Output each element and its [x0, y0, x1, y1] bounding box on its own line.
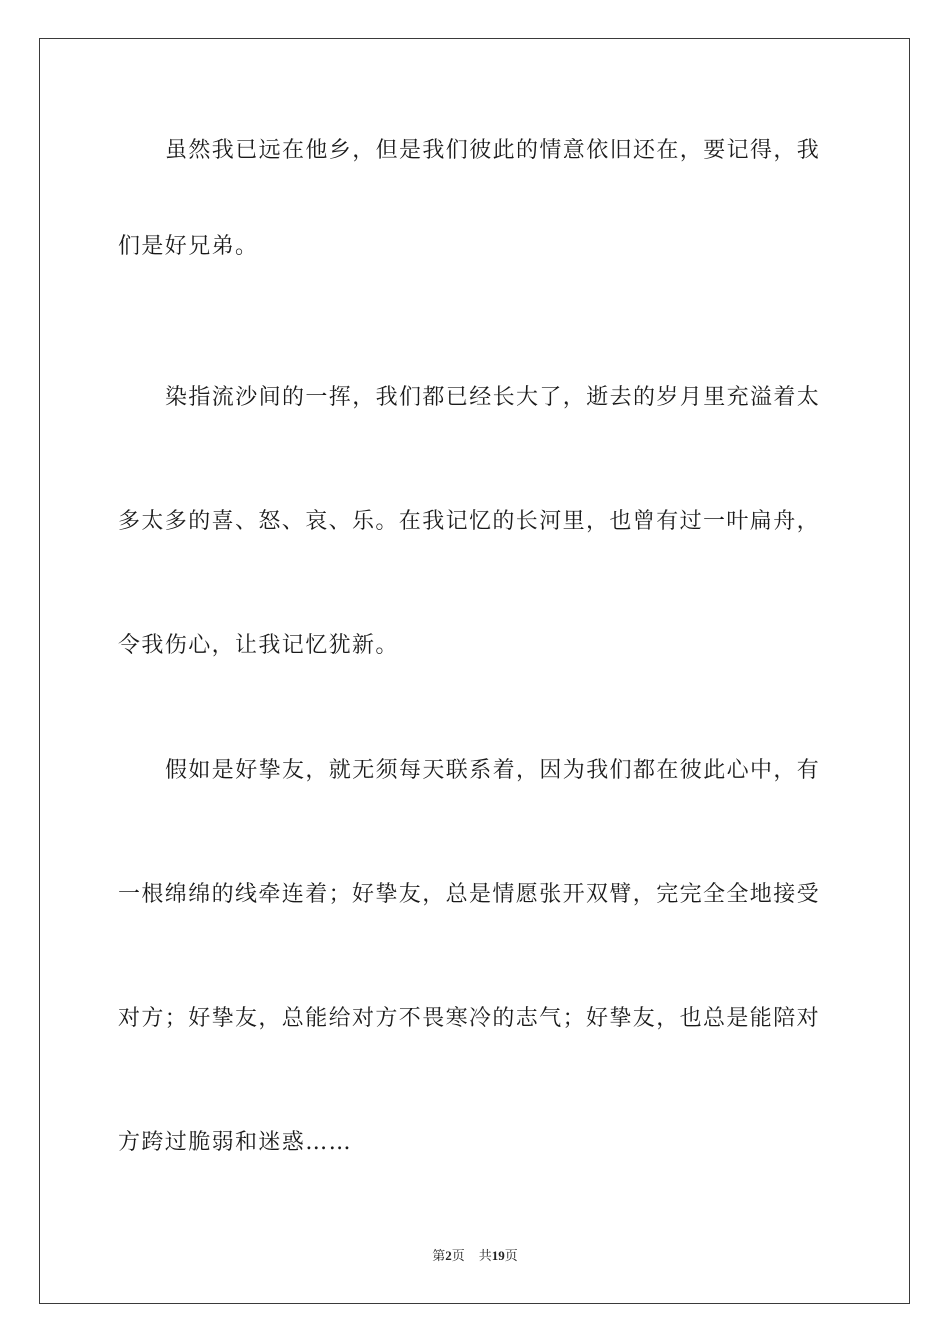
total-pages: 19: [491, 1248, 505, 1263]
paragraph-3-line-2: 一根绵绵的线牵连着；好挚友，总是情愿张开双臂，完完全全地接受: [118, 882, 821, 907]
paragraph-1-line-2: 们是好兄弟。: [118, 234, 259, 259]
paragraph-3-line-4: 方跨过脆弱和迷惑……: [118, 1130, 353, 1155]
page-prefix: 第: [432, 1248, 446, 1263]
paragraph-2-line-2: 多太多的喜、怒、哀、乐。在我记忆的长河里，也曾有过一叶扁舟，: [118, 509, 821, 534]
total-prefix: 共: [478, 1248, 492, 1263]
paragraph-2-line-3: 令我伤心，让我记忆犹新。: [118, 633, 399, 658]
paragraph-3-line-3: 对方；好挚友，总能给对方不畏寒冷的志气；好挚友，也总是能陪对: [118, 1006, 821, 1031]
paragraph-3-line-1: 假如是好挚友，就无须每天联系着，因为我们都在彼此心中，有: [165, 758, 821, 783]
total-suffix: 页: [504, 1248, 518, 1263]
page-suffix: 页: [451, 1248, 465, 1263]
page-number: 2: [445, 1248, 452, 1263]
page-border: [39, 38, 910, 1304]
page-footer: [0, 1248, 950, 1264]
paragraph-1-line-1: 虽然我已远在他乡，但是我们彼此的情意依旧还在，要记得，我: [165, 138, 821, 163]
paragraph-2-line-1: 染指流沙间的一挥，我们都已经长大了，逝去的岁月里充溢着太: [165, 385, 821, 410]
